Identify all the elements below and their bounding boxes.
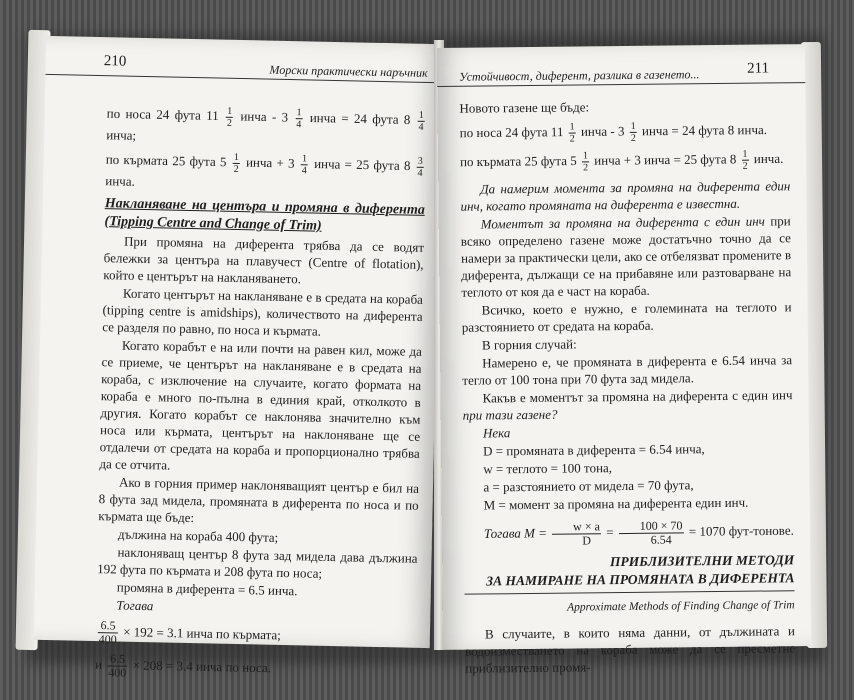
paragraph: Нека <box>482 425 511 441</box>
page-number: 211 <box>747 60 770 77</box>
section-heading: Накланяване на центъра и промяна в диферента (Tipping Centre and Change of Trim) <box>104 196 425 234</box>
page-number: 210 <box>103 53 127 70</box>
definition: a = разстоянието от мидела = 70 фута, <box>483 477 694 495</box>
equation-stern: по кърмата 25 фута 5 $\frac{1}{2}$ инча + 3 инча = 25 фута 8 $\frac{1}{2}$ инча. <box>459 148 784 174</box>
paragraph: При промяна на диферента трябва да се водят бележки за центъра на плавучест (Centre of flotation), който е центърът на накланяването. <box>103 233 425 287</box>
section-subtitle: Approximate Methods of Finding Change of Trim <box>567 599 795 614</box>
paragraph: Намерено е, че промяната в диферента е 6.54 инча за тегло от 100 тона при 70 фута зад мидела. <box>462 352 793 388</box>
left-page-content <box>95 97 427 692</box>
running-head: Морски практически наръчник <box>269 62 428 80</box>
right-page-content <box>459 96 795 677</box>
formula: Тогава M = $\frac{w \times a}{D}$ = $\frac{100 \times 70}{6.54}$ = 1070 фут-тонове. <box>483 518 794 548</box>
definition: w = теглото = 100 тона, <box>483 460 613 477</box>
section-title: ПРИБЛИЗИТЕЛНИ МЕТОДИ <box>609 552 795 570</box>
section-title: ЗА НАМИРАНЕ НА ПРОМЯНАТА В ДИФЕРЕНТА <box>486 570 795 589</box>
paragraph: Когато центърът на накланяване е в средата на кораба (tipping centre is amidships), количеството на диферента се разделя по равно, по носа и кърмата. <box>102 285 424 339</box>
equation-stern: по кърмата 25 фута 5 $\frac{1}{2}$ инча + 3 $\frac{1}{4}$ инча = 25 фута 8 $\frac{3}{4}$ инча. <box>105 151 423 189</box>
right-page-header <box>437 56 805 87</box>
right-page <box>437 44 811 676</box>
definition: D = промяната в диферента = 6.54 инча, <box>483 441 705 459</box>
paragraph: Тогава <box>116 597 154 614</box>
equation-bow: по носа 24 фута 11 $\frac{1}{2}$ инча - 3 $\frac{1}{4}$ инча = 24 фута 8 $\frac{1}{4}$ инча; <box>106 105 424 143</box>
divider <box>465 590 795 594</box>
equation-bow: по носа 24 фута 11 $\frac{1}{2}$ инча - 3 $\frac{1}{2}$ инча = 24 фута 8 инча. <box>459 120 768 145</box>
paragraph: наклоняващ център 8 фута зад мидела дава дължина 192 фута по кърмата и 208 фута по носа; <box>97 544 418 581</box>
left-page-header <box>46 48 442 83</box>
paragraph: Да намерим момента за промяна на диферента един инч, когато промяната на диферента е известна. <box>460 178 791 214</box>
paragraph: Новото газене ще бъде: <box>459 99 590 116</box>
paragraph: дължина на кораба 400 фута; <box>117 526 279 545</box>
paragraph: В горния случай: <box>481 336 577 353</box>
calculation-bow: и $\frac{6.5}{400}$ × 208 = 3.4 инча по носа. <box>95 651 272 680</box>
paragraph: Моментът за промяна на диферента с един инч при всяко определено газене може достатъчно точно да се намери за практически цели, ако се отбелязват промените в диферента, дължащи се на прибавяне или разтоварване на теглото от коя да е част на кораба. <box>460 213 792 300</box>
paragraph: промяна в диферента = 6.5 инча. <box>116 579 298 599</box>
running-head: Устойчивост, диферент, разлика в газенето... <box>459 67 700 84</box>
paragraph: Какъв е моментът за промяна на диферента с един инч при тази газене? <box>462 387 793 423</box>
definition: M = момент за промяна на диферента един инч. <box>483 494 749 513</box>
paragraph: Всичко, което е нужно, е големината на теглото и разстоянието от средата на кораба. <box>461 299 792 335</box>
left-page <box>34 36 443 680</box>
paragraph: Когато корабът е на или почти на равен кил, може да се приеме, че центърът на накланяване е в средата на кораба, с изключение на случаите, когато формата на кораба е много по-пълна в единия край, отколкото в другия. Когато корабът се наклонява значително към носа или кърмата, центърът на наклоняване ще се отдалечи от средата на кораба и пропорционално трябва да се отчита. <box>99 337 423 473</box>
paragraph: Ако в горния пример наклоняващият център е бил на 8 фута зад мидела, промяната в диферента по носа и по кърмата ще бъде: <box>98 474 420 526</box>
calculation-stern: $\frac{6.5}{400}$ × 192 = 3.1 инча по кърмата; <box>98 618 282 647</box>
paragraph: В случаите, в които няма данни, от дължината и водоизместването на кораба може да се пресметне приблизително промя- <box>465 623 796 676</box>
